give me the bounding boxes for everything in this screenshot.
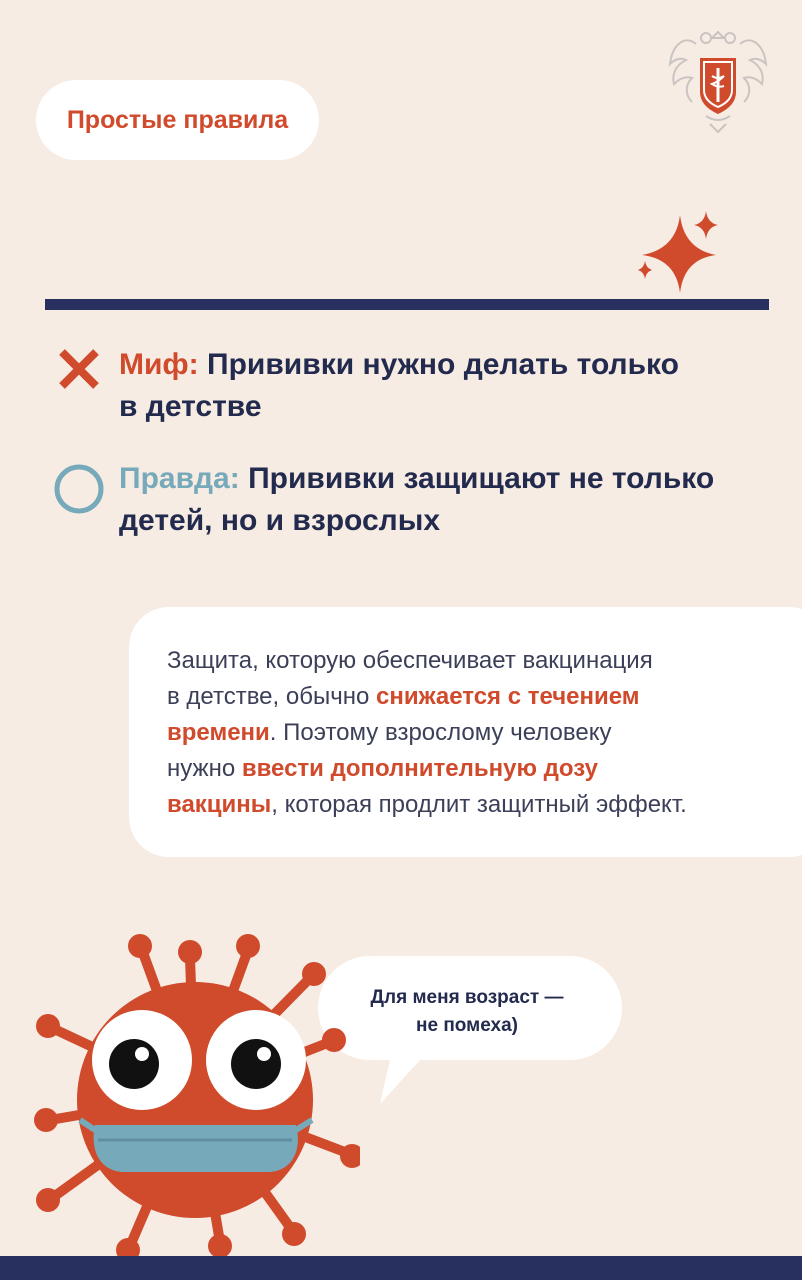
truth-statement bbox=[119, 458, 784, 542]
highlight-text: снижается с течением bbox=[375, 683, 640, 710]
explanation-line: нужно bbox=[167, 755, 242, 782]
virus-mascot-icon bbox=[30, 930, 360, 1260]
myth-label: Миф: bbox=[119, 348, 199, 381]
myth-text-line1: Прививки нужно делать только bbox=[207, 348, 679, 381]
ministry-of-health-emblem-icon bbox=[666, 24, 770, 134]
speech-text bbox=[338, 984, 596, 1040]
circle-icon bbox=[53, 463, 105, 515]
divider bbox=[45, 299, 769, 310]
truth-text-line1: Прививки защищают не только bbox=[248, 462, 715, 495]
highlight-text: ввести дополнительную дозу bbox=[241, 755, 598, 782]
speech-line: не помеха) bbox=[416, 1015, 518, 1036]
explanation-line: в детстве, обычно bbox=[167, 683, 376, 710]
truth-text-line2: детей, но и взрослых bbox=[119, 504, 441, 537]
footer-bar bbox=[0, 1256, 802, 1280]
explanation-text bbox=[167, 643, 787, 823]
sparkles-icon bbox=[630, 205, 730, 295]
myth-statement bbox=[119, 344, 784, 428]
truth-label: Правда: bbox=[119, 462, 240, 495]
speech-line: Для меня возраст — bbox=[370, 987, 564, 1008]
explanation-line: , которая продлит защитный эффект. bbox=[271, 791, 687, 818]
myth-text-line2: в детстве bbox=[119, 390, 262, 423]
highlight-text: вакцины bbox=[167, 791, 272, 818]
explanation-line: . Поэтому взрослому человеку bbox=[269, 719, 612, 746]
explanation-line: Защита, которую обеспечивает вакцинация bbox=[167, 647, 653, 674]
highlight-text: времени bbox=[167, 719, 270, 746]
topic-tag bbox=[36, 80, 319, 160]
topic-tag-label: Простые правила bbox=[66, 105, 289, 134]
cross-icon bbox=[56, 346, 102, 392]
